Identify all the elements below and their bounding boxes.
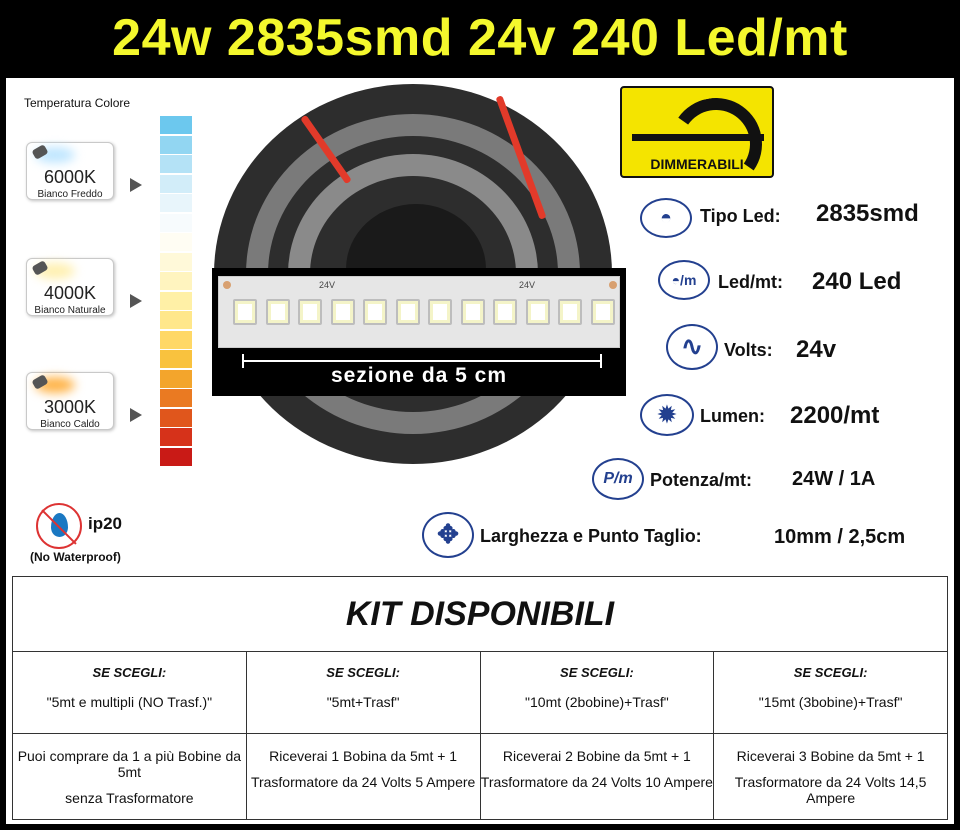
led-chip: [428, 299, 452, 325]
kit-detail: [481, 734, 715, 819]
temp-kelvin: 6000K: [43, 167, 97, 187]
temp-label: Bianco Freddo: [37, 189, 103, 200]
kit-option-heading: SE SCEGLI:: [793, 665, 868, 680]
voltage-icon: ∿: [666, 324, 718, 370]
color-swatch: [160, 389, 192, 407]
color-swatch: [160, 175, 192, 193]
led-chip: [461, 299, 485, 325]
kit-table: [12, 576, 948, 820]
color-swatch: [160, 272, 192, 290]
cut-point-icon: ✥: [422, 512, 474, 558]
product-infographic: [6, 78, 954, 824]
color-swatch: [160, 155, 192, 173]
ip-rating-note: (No Waterproof): [30, 550, 121, 564]
kit-option: [481, 652, 715, 733]
voltage-mark: 24V: [519, 280, 536, 290]
temp-kelvin: 4000K: [43, 283, 97, 303]
arrow-right-icon: [130, 408, 142, 422]
kit-option-heading: SE SCEGLI:: [560, 665, 634, 680]
kit-title: KIT DISPONIBILI: [345, 595, 615, 633]
color-swatch: [160, 116, 192, 134]
spec-label: Volts:: [724, 340, 773, 360]
led-chip: [266, 299, 290, 325]
dimmable-label: DIMMERABILI: [650, 156, 744, 172]
kit-detail: [13, 734, 247, 819]
kit-detail-line: Trasformatore da 24 Volts 10 Ampere: [480, 774, 713, 790]
color-swatch: [160, 331, 192, 349]
kit-detail: [247, 734, 481, 819]
color-temperature-scale: [160, 116, 192, 486]
temp-label: Bianco Caldo: [40, 419, 100, 430]
temp-label: Bianco Naturale: [34, 305, 106, 316]
led-icon: ◓: [640, 198, 692, 238]
color-swatch: [160, 214, 192, 232]
kit-detail-line: Puoi comprare da 1 a più Bobine da 5mt: [17, 748, 242, 780]
spec-value: 240 Led: [812, 268, 902, 295]
kit-detail-line: Trasformatore da 24 Volts 14,5 Ampere: [734, 774, 927, 806]
temp-card-4000k: [26, 258, 114, 316]
led-chip: [363, 299, 387, 325]
spec-label: Potenza/mt:: [650, 470, 753, 490]
spec-label: Led/mt:: [718, 272, 783, 292]
color-swatch: [160, 311, 192, 329]
led-chip: [558, 299, 582, 325]
led-strip: [218, 276, 620, 348]
spec-value: 2835smd: [816, 200, 919, 227]
color-temperature-heading: Temperatura Colore: [24, 96, 131, 110]
temp-kelvin: 3000K: [43, 397, 97, 417]
led-chip: [331, 299, 355, 325]
kit-option-heading: SE SCEGLI:: [92, 665, 167, 680]
led-chip: [233, 299, 257, 325]
temp-card-3000k: [26, 372, 114, 430]
kit-details-row: [13, 733, 947, 819]
spec-value: 24v: [796, 336, 837, 363]
color-swatch: [160, 253, 192, 271]
color-swatch: [160, 350, 192, 368]
kit-option: [714, 652, 947, 733]
kit-detail-line: Riceverai 3 Bobine da 5mt + 1: [736, 748, 925, 764]
kit-detail: [714, 734, 947, 819]
kit-detail-line: Riceverai 2 Bobine da 5mt + 1: [502, 748, 691, 764]
led-chip: [526, 299, 550, 325]
kit-option-name: "15mt (3bobine)+Trasf": [758, 694, 903, 710]
led-chip: [493, 299, 517, 325]
color-swatch: [160, 409, 192, 427]
spec-label: Lumen:: [700, 406, 765, 426]
color-swatch: [160, 448, 192, 466]
dimmable-badge: [620, 86, 774, 178]
power-icon: P/m: [592, 458, 644, 500]
kit-option-heading: SE SCEGLI:: [326, 665, 400, 680]
spec-label: Tipo Led:: [700, 206, 781, 226]
kit-option-name: "10mt (2bobine)+Trasf": [525, 694, 669, 710]
spec-value: 24W / 1A: [792, 468, 876, 490]
solder-pad: [223, 281, 231, 289]
led-strip-section: [212, 268, 626, 396]
color-swatch: [160, 428, 192, 446]
led-chip: [396, 299, 420, 325]
kit-option: [247, 652, 481, 733]
kit-detail-line: Trasformatore da 24 Volts 5 Ampere: [250, 774, 476, 790]
no-waterproof-icon: [36, 503, 82, 549]
color-swatch: [160, 292, 192, 310]
led-chip: [298, 299, 322, 325]
color-swatch: [160, 194, 192, 212]
ruler-line: [242, 360, 602, 362]
color-swatch: [160, 233, 192, 251]
spec-value: 2200/mt: [790, 402, 880, 429]
kit-option-name: "5mt e multipli (NO Trasf.)": [46, 694, 213, 710]
section-label: sezione da 5 cm: [330, 364, 508, 387]
ip-rating: ip20: [88, 514, 123, 533]
kit-option: [13, 652, 247, 733]
solder-pad: [609, 281, 617, 289]
lumen-icon: ✹: [640, 394, 694, 436]
product-title: 24w 2835smd 24v 240 Led/mt: [0, 0, 960, 76]
kit-detail-line: senza Trasformatore: [65, 790, 194, 806]
kit-option-name: "5mt+Trasf": [326, 694, 400, 710]
dimmer-arc-icon: [663, 91, 770, 198]
color-swatch: [160, 136, 192, 154]
spec-label: Larghezza e Punto Taglio:: [480, 526, 702, 546]
temp-card-6000k: [26, 142, 114, 200]
led-per-meter-icon: ◓/m: [658, 260, 710, 300]
spec-value: 10mm / 2,5cm: [774, 526, 906, 548]
kit-detail-line: Riceverai 1 Bobina da 5mt + 1: [269, 748, 458, 764]
voltage-mark: 24V: [319, 280, 336, 290]
arrow-right-icon: [130, 294, 142, 308]
kit-options-row: [13, 651, 947, 733]
led-chip: [591, 299, 615, 325]
arrow-right-icon: [130, 178, 142, 192]
color-swatch: [160, 370, 192, 388]
